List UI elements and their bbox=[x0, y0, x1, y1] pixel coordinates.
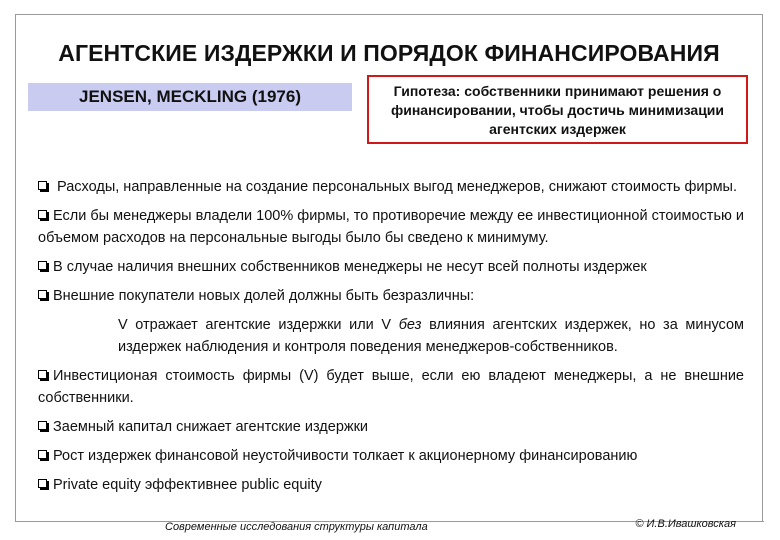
note-italic: без bbox=[398, 317, 422, 333]
checkbox-bullet-icon bbox=[38, 261, 47, 270]
checkbox-bullet-icon bbox=[38, 290, 47, 299]
bullet-text: Внешние покупатели новых долей должны быть безразличны: bbox=[53, 288, 475, 304]
bullet-item bbox=[38, 285, 744, 307]
content-area bbox=[38, 176, 744, 503]
slide-title: АГЕНТСКИЕ ИЗДЕРЖКИ И ПОРЯДОК ФИНАНСИРОВАНИЯ bbox=[58, 40, 720, 66]
bullet-item bbox=[38, 445, 744, 467]
bullet-text: Рост издержек финансовой неустойчивости толкает к акционерному финансированию bbox=[53, 448, 638, 464]
bullet-text: Если бы менеджеры владели 100% фирмы, то противоречие между ее инвестиционной стоимостью и объемом расходов на персональные выгоды было бы сведено к минимуму. bbox=[38, 208, 745, 246]
bullet-item bbox=[38, 416, 744, 438]
footer-course-title: Современные исследования структуры капитала bbox=[165, 521, 428, 533]
bullet-item bbox=[38, 205, 744, 249]
bullet-item bbox=[38, 365, 744, 409]
checkbox-bullet-icon bbox=[38, 479, 47, 488]
checkbox-bullet-icon bbox=[38, 450, 47, 459]
bullet-text: Заемный капитал снижает агентские издержки bbox=[53, 419, 369, 435]
checkbox-bullet-icon bbox=[38, 421, 47, 430]
footer-divider-left bbox=[15, 521, 115, 522]
indented-note bbox=[118, 314, 744, 358]
bullet-text: Private equity эффективнее public equity bbox=[53, 477, 322, 493]
authors-banner: JENSEN, MECKLING (1976) bbox=[28, 83, 352, 111]
note-text: V отражает агентские издержки или V bbox=[118, 317, 399, 333]
checkbox-bullet-icon bbox=[38, 370, 47, 379]
bullet-item bbox=[38, 256, 744, 278]
bullet-text: Инвестиционая стоимость фирмы (V) будет выше, если ею владеют менеджеры, а не внешние собственники. bbox=[38, 368, 744, 406]
bullet-item bbox=[38, 176, 744, 198]
checkbox-bullet-icon bbox=[38, 210, 47, 219]
hypothesis-box: Гипотеза: собственники принимают решения о финансировании, чтобы достичь минимизации агентских издержек bbox=[367, 75, 748, 144]
note-text: влияния агентских издержек, но за минусом издержек наблюдения и контроля поведения менеджеров-собственников. bbox=[118, 317, 744, 355]
footer-copyright: © И.В.Ивашковская bbox=[635, 518, 736, 530]
checkbox-bullet-icon bbox=[38, 181, 47, 190]
bullet-text: Расходы, направленные на создание персональных выгод менеджеров, снижают стоимость фирмы. bbox=[57, 179, 737, 195]
bullet-item bbox=[38, 474, 744, 496]
bullet-text: В случае наличия внешних собственников менеджеры не несут всей полноты издержек bbox=[53, 259, 647, 275]
